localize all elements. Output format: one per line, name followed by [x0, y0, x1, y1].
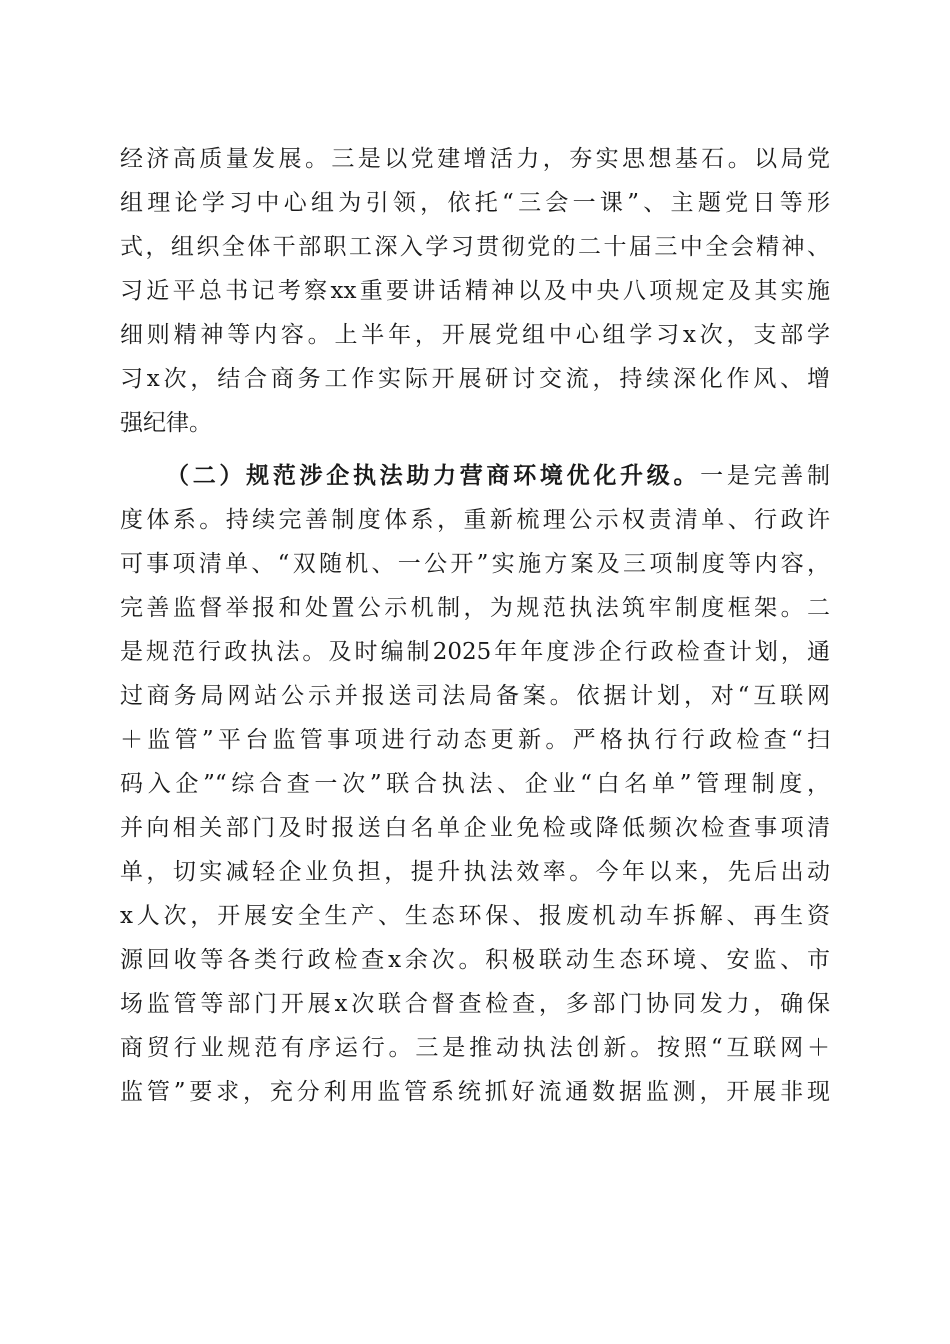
text-line: x人次，开展安全生产、生态环保、报废机动车拆解、再生资	[120, 903, 830, 929]
text-line: 场监管等部门开展x次联合督查检查，多部门协同发力，确保	[120, 991, 830, 1017]
section-heading-line	[166, 456, 830, 496]
text-line: 式，组织全体干部职工深入学习贯彻党的二十届三中全会精神、	[120, 234, 830, 260]
text-line: 度体系。持续完善制度体系，重新梳理公示权责清单、行政许	[120, 507, 830, 533]
text-line: 习近平总书记考察xx重要讲话精神以及中央八项规定及其实施	[120, 278, 830, 304]
text-line: 经济高质量发展。三是以党建增活力，夯实思想基石。以局党	[120, 146, 830, 172]
section-heading: （二）规范涉企执法助力营商环境优化升级。	[166, 463, 701, 489]
text-line: 码入企”“综合查一次”联合执法、企业“白名单”管理制度，	[120, 771, 830, 797]
text-line: 源回收等各类行政检查x余次。积极联动生态环境、安监、市	[120, 947, 830, 973]
text-line: 组理论学习中心组为引领，依托“三会一课”、主题党日等形	[120, 190, 830, 216]
text-line: ＋监管”平台监管事项进行动态更新。严格执行行政检查“扫	[120, 727, 830, 753]
text-line: 并向相关部门及时报送白名单企业免检或降低频次检查事项清	[120, 815, 830, 841]
text-line: 习x次，结合商务工作实际开展研讨交流，持续深化作风、增	[120, 366, 830, 392]
text-line: 可事项清单、“双随机、一公开”实施方案及三项制度等内容，	[120, 551, 830, 577]
text-line: 是规范行政执法。及时编制2025年年度涉企行政检查计划，通	[120, 639, 830, 665]
heading-line-rest: 一是完善制	[700, 463, 831, 489]
text-line: 过商务局网站公示并报送司法局备案。依据计划，对“互联网	[120, 683, 830, 709]
text-line: 细则精神等内容。上半年，开展党组中心组学习x次，支部学	[120, 322, 830, 348]
text-line: 单，切实减轻企业负担，提升执法效率。今年以来，先后出动	[120, 859, 830, 885]
text-line: 监管”要求，充分利用监管系统抓好流通数据监测，开展非现	[120, 1079, 830, 1105]
text-line: 完善监督举报和处置公示机制，为规范执法筑牢制度框架。二	[120, 595, 830, 621]
text-line: 商贸行业规范有序运行。三是推动执法创新。按照“互联网＋	[120, 1035, 830, 1061]
text-line: 强纪律。	[120, 410, 212, 436]
